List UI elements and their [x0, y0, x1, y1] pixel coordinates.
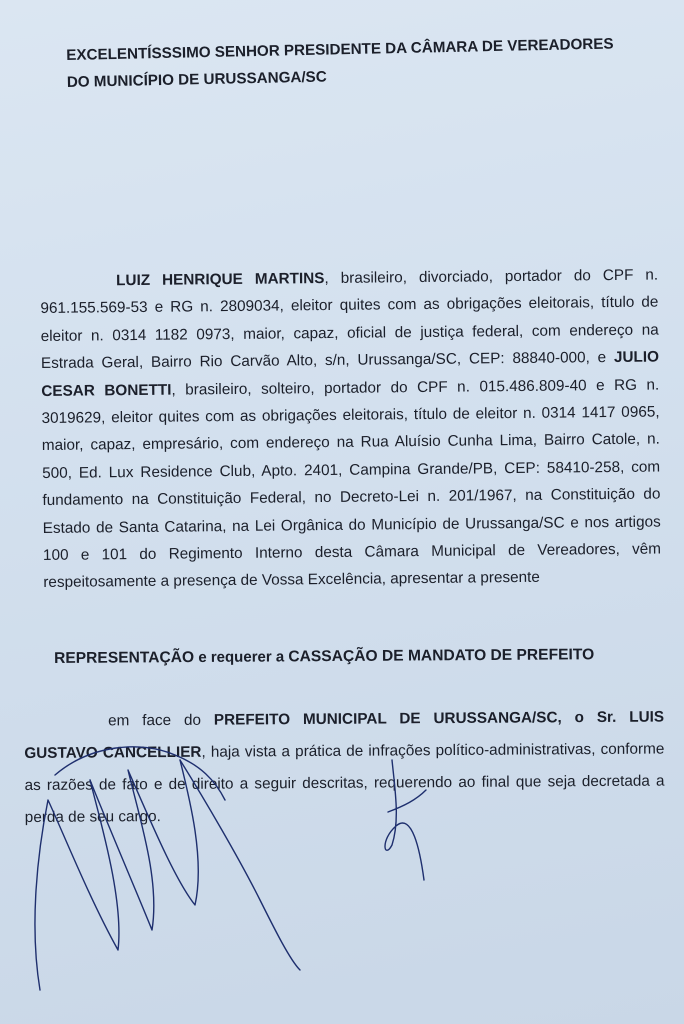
header-line-1: EXCELENTÍSSSIMO SENHOR PRESIDENTE DA CÂMARA DE VEREADORES: [66, 35, 614, 64]
respondent-name: PREFEITO MUNICIPAL DE URUSSANGA/SC, o Sr. LUIS GUSTAVO CANCELLIER: [24, 708, 665, 762]
paragraph-indent: [40, 285, 116, 286]
petitioner-2-details: , brasileiro, solteiro, portador do CPF n. 015.486.809-40 e RG n. 3019629, eleitor quites com as obrigações eleitorais, título de eleitor n. 0314 1417 0965, maior, capaz, empresário, com endereço na Rua Aluísio Cunha Lima, Bairro Catole, n. 500, Ed. Lux Residence Club, Apto. 2401, Campina Grande/PB, CEP: 58410-258, com fundamento na Constituição Federal, no Decreto-Lei n. 201/1967, na Constituição do Estado de Santa Catarina, na Lei Orgânica do Município de Urussanga/SC e nos artigos 100 e 101 do Regimento Interno desta Câmara Municipal de Vereadores, vêm respeitosamente a presença de Vossa Excelência, apresentar a presente: [41, 376, 662, 592]
respondent-details: , haja vista a prática de infrações político-administrativas, conforme as razões de fato e de direito a seguir descritas, requerendo ao final que seja decretada a perda de seu cargo.: [24, 740, 665, 826]
qualification-paragraph: [40, 262, 661, 597]
paragraph-indent-2: [24, 725, 108, 726]
section-title: [54, 646, 594, 668]
respondent-intro: em face do: [108, 711, 214, 730]
section-title-cassacao: CASSAÇÃO DE MANDATO DE PREFEITO: [288, 646, 595, 666]
section-title-representacao: REPRESENTAÇÃO: [54, 649, 195, 667]
petitioner-1-details: , brasileiro, divorciado, portador do CPF n. 961.155.569-53 e RG n. 2809034, eleitor quites com as obrigações eleitorais, título de eleitor n. 0314 1182 0973, maior, capaz, oficial de justiça federal, com endereço na Estrada Geral, Bairro Rio Carvão Alto, s/n, Urussanga/SC, CEP: 88840-000, e: [40, 266, 659, 373]
petitioner-1-name: LUIZ HENRIQUE MARTINS: [116, 270, 325, 290]
petitioner-2-name: JULIO CESAR BONETTI: [41, 348, 660, 400]
header-line-2: DO MUNICÍPIO DE URUSSANGA/SC: [66, 68, 327, 91]
document-header: [66, 30, 657, 96]
respondent-paragraph: [24, 702, 665, 834]
section-title-connector: e requerer a: [194, 648, 289, 667]
